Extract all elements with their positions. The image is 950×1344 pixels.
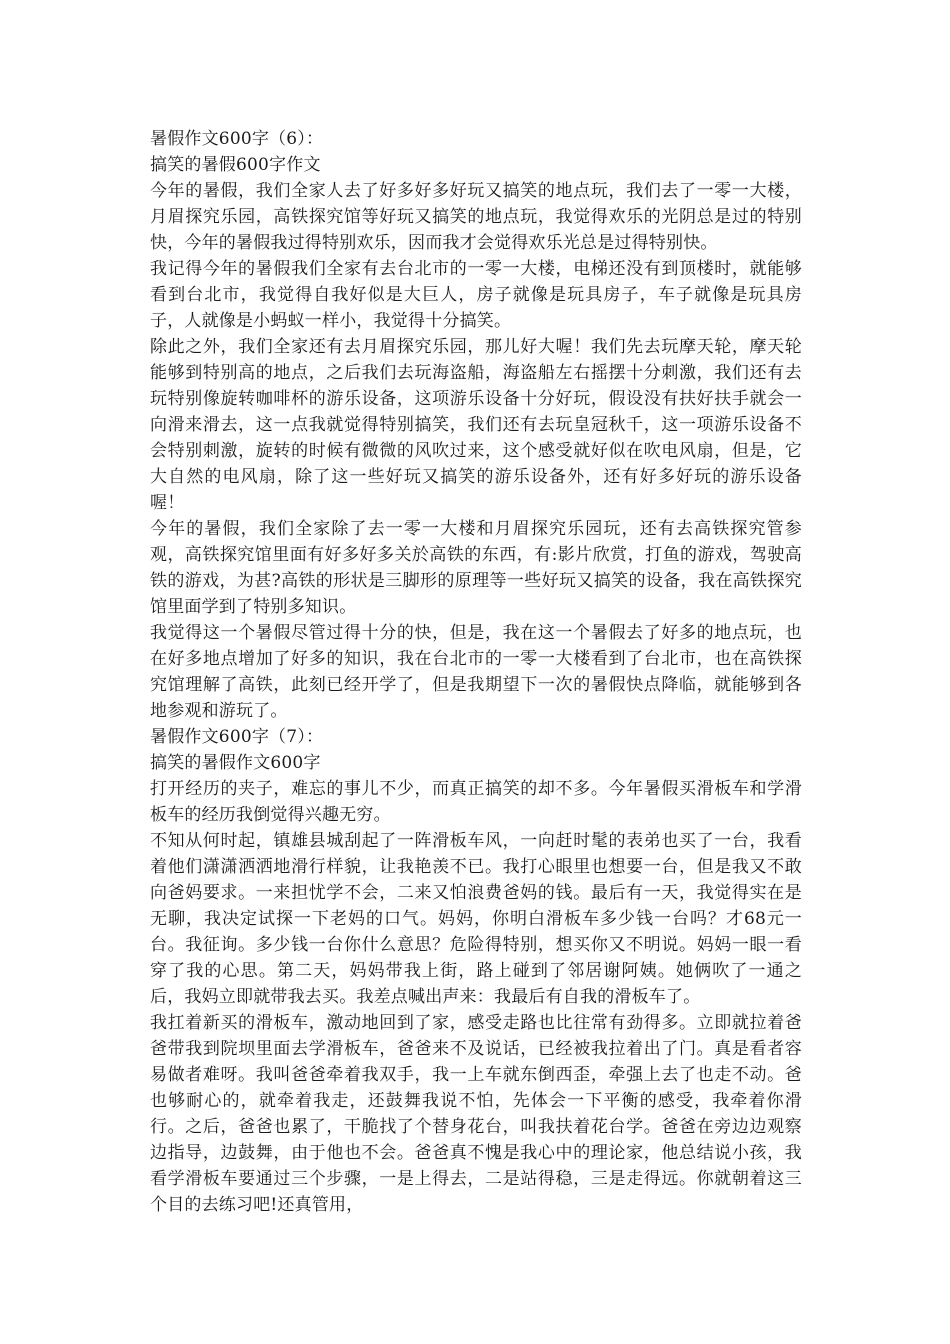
section-heading: 暑假作文600字（6）：	[150, 129, 324, 149]
body-paragraph: 我记得今年的暑假我们全家有去台北市的一零一大楼，电梯还没有到顶楼时，就能够看到台北市，我觉得自我好似是大巨人，房子就像是玩具房子，车子就像是玩具房子，人就像是小蚂蚁一样小，我觉得十分搞笑。	[150, 259, 802, 331]
section-heading: 暑假作文600字（7）：	[150, 727, 324, 747]
body-paragraph: 除此之外，我们全家还有去月眉探究乐园，那儿好大喔！我们先去玩摩天轮，摩天轮能够到特别高的地点，之后我们去玩海盗船，海盗船左右摇摆十分刺激，我们还有去玩特别像旋转咖啡杯的游乐设备，这项游乐设备十分好玩，假设没有扶好扶手就会一向滑来滑去，这一点我就觉得特别搞笑，我们还有去玩皇冠秋千，这一项游乐设备不会特别刺激，旋转的时候有微微的风吹过来，这个感受就好似在吹电风扇，但是，它大自然的电风扇，除了这一些好玩又搞笑的游乐设备外，还有好多好玩的游乐设备喔！	[150, 337, 802, 513]
body-paragraph: 打开经历的夹子，难忘的事儿不少，而真正搞笑的却不多。今年暑假买滑板车和学滑板车的经历我倒觉得兴趣无穷。	[150, 779, 802, 825]
article-title: 搞笑的暑假600字作文	[150, 155, 321, 175]
body-paragraph: 我扛着新买的滑板车，激动地回到了家，感受走路也比往常有劲得多。立即就拉着爸爸带我到院坝里面去学滑板车，爸爸来不及说话，已经被我拉着出了门。真是看者容易做者难呀。我叫爸爸牵着我双手，我一上车就东倒西歪，牵强上去了也走不动。爸也够耐心的，就牵着我走，还鼓舞我说不怕，先体会一下平衡的感受，我牵着你滑行。之后，爸爸也累了，干脆找了个替身花台，叫我扶着花台学。爸爸在旁边边观察边指导，边鼓舞，由于他也不会。爸爸真不愧是我心中的理论家，他总结说小孩，我看学滑板车要通过三个步骤，一是上得去，二是站得稳，三是走得远。你就朝着这三个目的去练习吧!还真管用，	[150, 1013, 802, 1215]
document-body	[150, 126, 802, 1218]
article-title: 搞笑的暑假作文600字	[150, 753, 321, 773]
body-paragraph: 今年的暑假，我们全家除了去一零一大楼和月眉探究乐园玩，还有去高铁探究管参观，高铁探究馆里面有好多好多关於高铁的东西，有:影片欣赏，打鱼的游戏，驾驶高铁的游戏，为甚?高铁的形状是三脚形的原理等一些好玩又搞笑的设备，我在高铁探究馆里面学到了特别多知识。	[150, 519, 802, 617]
body-paragraph: 我觉得这一个暑假尽管过得十分的快，但是，我在这一个暑假去了好多的地点玩，也在好多地点增加了好多的知识，我在台北市的一零一大楼看到了台北市，也在高铁探究馆理解了高铁，此刻已经开学了，但是我期望下一次的暑假快点降临，就能够到各地参观和游玩了。	[150, 623, 802, 721]
body-paragraph: 不知从何时起，镇雄县城刮起了一阵滑板车风，一向赶时髦的表弟也买了一台，我看着他们潇潇洒洒地滑行样貌，让我艳羡不已。我打心眼里也想要一台，但是我又不敢向爸妈要求。一来担忧学不会，二来又怕浪费爸妈的钱。最后有一天，我觉得实在是无聊，我决定试探一下老妈的口气。妈妈，你明白滑板车多少钱一台吗？才68元一台。我征询。多少钱一台你什么意思？危险得特别，想买你又不明说。妈妈一眼一看穿了我的心思。第二天，妈妈带我上街，路上碰到了邻居谢阿姨。她俩吹了一通之后，我妈立即就带我去买。我差点喊出声来：我最后有自我的滑板车了。	[150, 831, 802, 1007]
body-paragraph: 今年的暑假，我们全家人去了好多好多好玩又搞笑的地点玩，我们去了一零一大楼，月眉探究乐园，高铁探究馆等好玩又搞笑的地点玩，我觉得欢乐的光阴总是过的特别快，今年的暑假我过得特别欢乐，因而我才会觉得欢乐光总是过得特别快。	[150, 181, 802, 253]
